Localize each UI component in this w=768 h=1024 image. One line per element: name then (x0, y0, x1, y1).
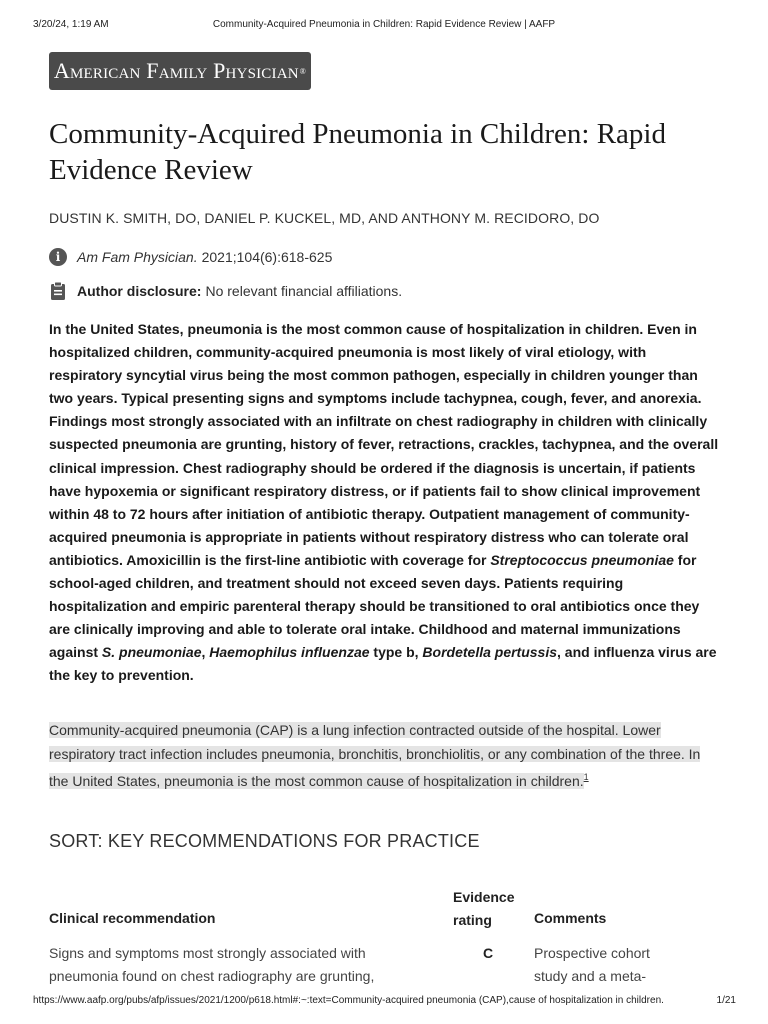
article-title: Community-Acquired Pneumonia in Children: Rapid Evidence Review (49, 118, 666, 186)
col-header-comments: Comments (534, 910, 607, 926)
print-url: https://www.aafp.org/pubs/afp/issues/2021/1200/p618.html#:~:text=Community-acquired pneumonia (CAP),cause of hospitalization in children. (33, 995, 664, 1006)
abstract-text: , (201, 644, 210, 661)
citation-details: 2021;104(6):618-625 (201, 249, 333, 265)
col-header-recommendation: Clinical recommendation (49, 910, 216, 926)
journal-logo[interactable] (49, 52, 311, 90)
sort-heading: SORT: KEY RECOMMENDATIONS FOR PRACTICE (49, 831, 480, 851)
col-header-evidence-line2: rating (453, 912, 492, 928)
abstract-organism: Bordetella pertussis (422, 644, 558, 661)
table-cell-comments: Prospective cohort study and a meta- (534, 945, 650, 984)
article-authors: DUSTIN K. SMITH, DO, DANIEL P. KUCKEL, MD, AND ANTHONY M. RECIDORO, DO (49, 210, 600, 226)
journal-logo-text: American Family Physician (53, 58, 299, 83)
abstract-organism: Streptococcus pneumoniae (490, 551, 674, 568)
disclosure-text: No relevant financial affiliations. (205, 283, 403, 299)
registered-mark: ® (299, 66, 307, 76)
abstract (49, 318, 719, 688)
reference-link[interactable]: 1 (583, 772, 589, 782)
citation-row (49, 248, 332, 266)
print-page-number: 1/21 (716, 995, 736, 1006)
abstract-text: type b, (369, 644, 423, 661)
abstract-organism: Haemophilus influenzae (209, 644, 370, 661)
clipboard-icon (49, 281, 67, 301)
table-cell-recommendation: Signs and symptoms most strongly associated with pneumonia found on chest radiography are grunting, (49, 945, 375, 984)
highlighted-text: Community-acquired pneumonia (CAP) is a lung infection contracted outside of the hospital. Lower respiratory tract infection includes pneumonia, bronchitis, bronchiolitis, or any combination of the three. In the United States, pneumonia is the most common cause of hospitalization in children. (49, 722, 701, 789)
col-header-evidence-line1: Evidence (453, 889, 515, 905)
intro-paragraph (49, 719, 721, 793)
info-icon: i (49, 248, 67, 266)
citation-journal: Am Fam Physician. (77, 249, 198, 265)
abstract-text: In the United States, pneumonia is the most common cause of hospitalization in children. Even in hospitalized children, community-acquired pneumonia is most likely of viral etiology, with respiratory syncytial virus being the most common pathogen, especially in children younger than two years. Typical presenting signs and symptoms include tachypnea, cough, fever, and anorexia. Findings most strongly associated with an infiltrate on chest radiography in children with clinically suspected pneumonia are grunting, history of fever, retractions, crackles, tachypnea, and the overall clinical impression. Chest radiography should be ordered if the diagnosis is uncertain, if patients have hypoxemia or significant respiratory distress, or if patients fail to show clinical improvement within 48 to 72 hours after initiation of antibiotic therapy. Outpatient management of community-acquired pneumonia is appropriate in patients without respiratory distress who can tolerate oral antibiotics. Amoxicillin is the first-line antibiotic with coverage for (49, 321, 719, 568)
table-cell-rating: C (483, 945, 494, 961)
print-datetime: 3/20/24, 1:19 AM (33, 19, 109, 30)
print-page-title: Community-Acquired Pneumonia in Children: Rapid Evidence Review | AAFP (212, 19, 556, 30)
disclosure-label: Author disclosure: (77, 283, 202, 299)
abstract-text: , and influenza virus are the key to prevention. (49, 644, 717, 684)
abstract-organism: S. pneumoniae (101, 644, 202, 661)
print-header (0, 0, 768, 30)
disclosure-row (49, 281, 402, 301)
col-header-evidence-rating (453, 886, 514, 932)
abstract-text: for school-aged children, and treatment should not exceed seven days. Patients requiring hospitalization and empiric parenteral therapy should be transitioned to oral antibiotics once they are clinically improving and able to tolerate oral intake. Childhood and maternal immunizations against (49, 551, 700, 661)
print-footer (0, 995, 768, 1009)
